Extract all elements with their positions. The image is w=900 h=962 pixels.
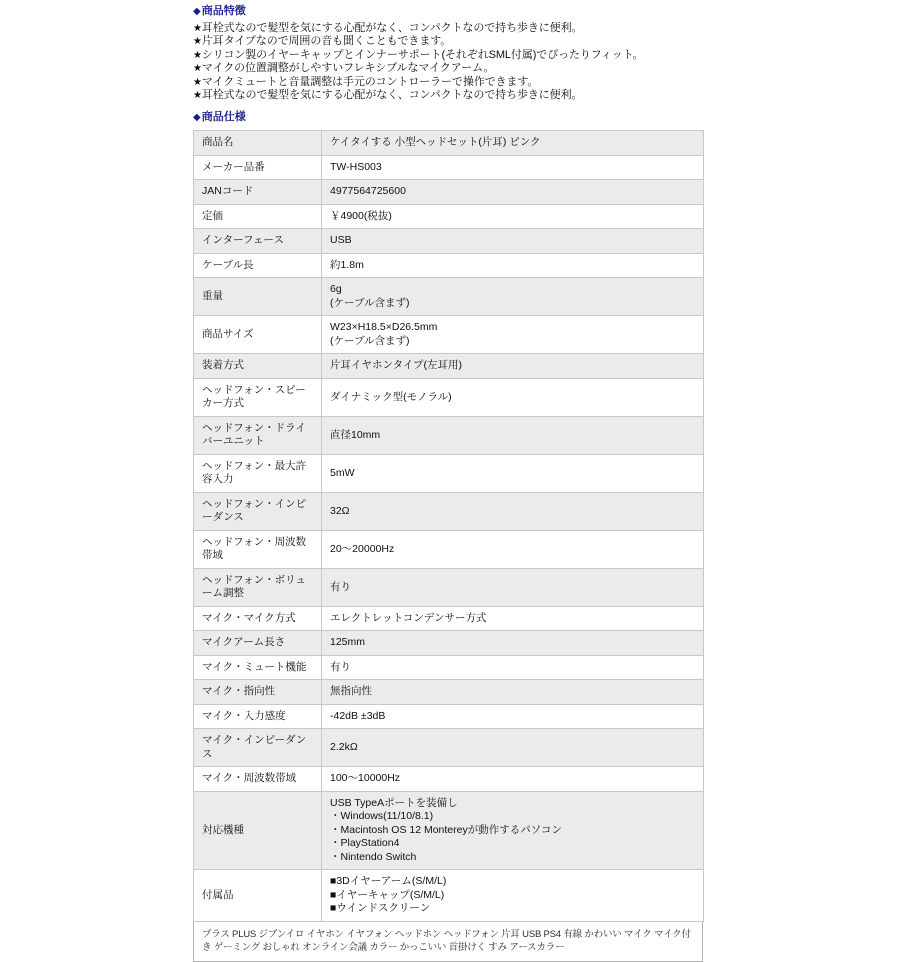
star-icon: ★ xyxy=(193,90,202,102)
table-row xyxy=(194,530,704,568)
feature-text: 耳栓式なので髪型を気にする心配がなく、コンパクトなので持ち歩きに便利。 xyxy=(201,22,583,34)
features-heading xyxy=(193,0,705,22)
spec-value-line: USB xyxy=(330,234,352,247)
spec-value-line: 有り xyxy=(330,660,351,673)
spec-label-cell: ケーブル長 xyxy=(194,253,322,278)
spec-value-line: 32Ω xyxy=(330,504,350,517)
spec-value-line: ■ウインドスクリーン xyxy=(330,902,431,915)
star-icon: ★ xyxy=(193,23,202,34)
spec-value-line: ■3Dイヤーアーム(S/M/L) xyxy=(330,875,447,888)
feature-text: マイクミュートと音量調整は手元のコントローラーで操作できます。 xyxy=(201,75,539,88)
spec-value-line: (ケーブル含まず) xyxy=(330,334,410,347)
table-row xyxy=(194,606,704,631)
table-row xyxy=(194,253,704,278)
spec-label-cell: ヘッドフォン・周波数帯域 xyxy=(194,530,322,568)
spec-value-cell xyxy=(322,791,704,870)
table-row xyxy=(194,568,704,606)
spec-label-cell: マイク・マイク方式 xyxy=(194,606,322,631)
table-row xyxy=(194,492,704,530)
list-item xyxy=(193,35,705,48)
spec-value-cell xyxy=(322,155,704,180)
table-row xyxy=(194,204,704,229)
star-icon: ★ xyxy=(193,49,202,61)
spec-value-cell xyxy=(322,204,704,229)
feature-list xyxy=(193,22,705,106)
spec-label-cell: マイク・周波数帯域 xyxy=(194,767,322,792)
table-row xyxy=(194,354,704,379)
list-item xyxy=(193,49,705,62)
spec-value-line: ￥4900(税抜) xyxy=(330,209,392,222)
spec-label-cell: 付属品 xyxy=(194,870,322,922)
spec-value-cell xyxy=(322,278,704,316)
list-item xyxy=(193,76,705,89)
spec-value-line: 有り xyxy=(330,580,351,593)
spec-value-cell xyxy=(322,378,704,416)
spec-value-cell xyxy=(322,606,704,631)
spec-label-cell: メーカー品番 xyxy=(194,155,322,180)
spec-value-cell xyxy=(322,530,704,568)
table-row xyxy=(194,767,704,792)
spec-label-cell: マイク・インピーダンス xyxy=(194,729,322,767)
star-icon: ★ xyxy=(193,63,202,75)
spec-label-cell: 定価 xyxy=(194,204,322,229)
table-row xyxy=(194,416,704,454)
spec-value-cell xyxy=(322,870,704,922)
spec-value-cell xyxy=(322,316,704,354)
spec-value-cell xyxy=(322,131,704,156)
spec-value-cell xyxy=(322,229,704,254)
spec-label-cell: マイクアーム長さ xyxy=(194,631,322,656)
spec-value-line: 無指向性 xyxy=(330,685,372,698)
feature-text: マイクの位置調整がしやすいフレキシブルなマイクアーム。 xyxy=(201,62,495,75)
feature-text: 耳栓式なので髪型を気にする心配がなく、コンパクトなので持ち歩きに便利。 xyxy=(201,89,583,102)
spec-value-line: 直径10mm xyxy=(330,428,381,441)
star-icon: ★ xyxy=(193,36,202,48)
spec-table-body xyxy=(194,131,704,922)
spec-value-cell xyxy=(322,180,704,205)
spec-value-line: ・Windows(11/10/8.1) xyxy=(330,810,434,823)
table-row xyxy=(194,278,704,316)
spec-value-line: ・PlayStation4 xyxy=(330,837,400,850)
spec-value-cell xyxy=(322,631,704,656)
spec-label-cell: ヘッドフォン・ボリューム調整 xyxy=(194,568,322,606)
spec-value-line: 5mW xyxy=(330,466,355,479)
spec-value-cell xyxy=(322,253,704,278)
spec-value-line: 2.2kΩ xyxy=(330,741,358,754)
table-row xyxy=(194,316,704,354)
spec-label-cell: 商品サイズ xyxy=(194,316,322,354)
spec-value-cell xyxy=(322,767,704,792)
table-row xyxy=(194,155,704,180)
spec-label-cell: 装着方式 xyxy=(194,354,322,379)
table-row xyxy=(194,229,704,254)
spec-label-cell: マイク・指向性 xyxy=(194,680,322,705)
table-row xyxy=(194,180,704,205)
star-icon: ★ xyxy=(193,76,202,88)
features-heading-label: 商品特徴 xyxy=(201,5,246,17)
spec-value-line: エレクトレットコンデンサー方式 xyxy=(330,611,487,624)
table-row xyxy=(194,704,704,729)
diamond-icon: ◆ xyxy=(193,112,201,124)
table-row xyxy=(194,729,704,767)
spec-value-line: TW-HS003 xyxy=(330,160,382,173)
spec-value-cell xyxy=(322,492,704,530)
table-row xyxy=(194,870,704,922)
spec-value-line: W23×H18.5×D26.5mm xyxy=(330,321,438,334)
feature-text: 片耳タイプなので周囲の音も聞くこともできます。 xyxy=(201,35,452,48)
spec-value-line: (ケーブル含まず) xyxy=(330,296,410,309)
spec-value-line: USB TypeAポートを装備し xyxy=(330,796,458,809)
feature-text: シリコン製のイヤーキャップとインナーサポート(それぞれSML付属)でぴったりフィット。 xyxy=(201,48,644,61)
spec-value-line: ・Macintosh OS 12 Montereyが動作するパソコン xyxy=(330,823,563,836)
spec-value-line: 4977564725600 xyxy=(330,185,406,198)
spec-label-cell: 商品名 xyxy=(194,131,322,156)
spec-label-cell: インターフェース xyxy=(194,229,322,254)
spec-label-cell: JANコード xyxy=(194,180,322,205)
keyword-footer: プラス PLUS ジブンイロ イヤホン イヤフォン ヘッドホン ヘッドフォン 片耳 USB PS4 有線 かわいい マイク マイク付き ゲーミング おしゃれ オンライン会議 カラー かっこいい 首掛けく すみ アースカラー xyxy=(193,922,703,962)
table-row xyxy=(194,791,704,870)
spec-value-cell xyxy=(322,568,704,606)
table-row xyxy=(194,131,704,156)
spec-value-line: ■イヤーキャップ(S/M/L) xyxy=(330,888,445,901)
spec-value-line: 約1.8m xyxy=(330,258,364,271)
spec-value-cell xyxy=(322,354,704,379)
spec-value-line: 20〜20000Hz xyxy=(330,542,395,555)
spec-heading xyxy=(193,106,705,128)
spec-label-cell: 重量 xyxy=(194,278,322,316)
spec-label-cell: ヘッドフォン・ドライバーユニット xyxy=(194,416,322,454)
table-row xyxy=(194,631,704,656)
spec-value-line: ケイタイする 小型ヘッドセット(片耳) ピンク xyxy=(330,136,541,149)
spec-value-cell xyxy=(322,680,704,705)
spec-label-cell: 対応機種 xyxy=(194,791,322,870)
spec-value-line: -42dB ±3dB xyxy=(330,709,386,722)
table-row xyxy=(194,378,704,416)
spec-value-line: 100〜10000Hz xyxy=(330,772,401,785)
list-item xyxy=(193,62,705,75)
spec-value-line: ・Nintendo Switch xyxy=(330,850,417,863)
list-item xyxy=(193,89,705,102)
spec-table xyxy=(193,130,704,922)
spec-label-cell: ヘッドフォン・スピーカー方式 xyxy=(194,378,322,416)
spec-label-cell: ヘッドフォン・最大許容入力 xyxy=(194,454,322,492)
spec-label-cell: マイク・入力感度 xyxy=(194,704,322,729)
list-item xyxy=(193,22,705,35)
spec-value-line: 6g xyxy=(330,283,342,296)
spec-value-line: ダイナミック型(モノラル) xyxy=(330,390,452,403)
spec-value-cell xyxy=(322,655,704,680)
spec-value-line: 片耳イヤホンタイプ(左耳用) xyxy=(330,359,463,372)
spec-label-cell: ヘッドフォン・インピーダンス xyxy=(194,492,322,530)
spec-value-cell xyxy=(322,416,704,454)
spec-value-cell xyxy=(322,729,704,767)
content-column xyxy=(193,0,705,962)
spec-value-line: 125mm xyxy=(330,636,366,649)
table-row xyxy=(194,454,704,492)
spec-label-cell: マイク・ミュート機能 xyxy=(194,655,322,680)
table-row xyxy=(194,655,704,680)
table-row xyxy=(194,680,704,705)
diamond-icon: ◆ xyxy=(193,6,201,17)
spec-heading-label: 商品仕様 xyxy=(201,111,246,124)
spec-value-cell xyxy=(322,454,704,492)
spec-value-cell xyxy=(322,704,704,729)
